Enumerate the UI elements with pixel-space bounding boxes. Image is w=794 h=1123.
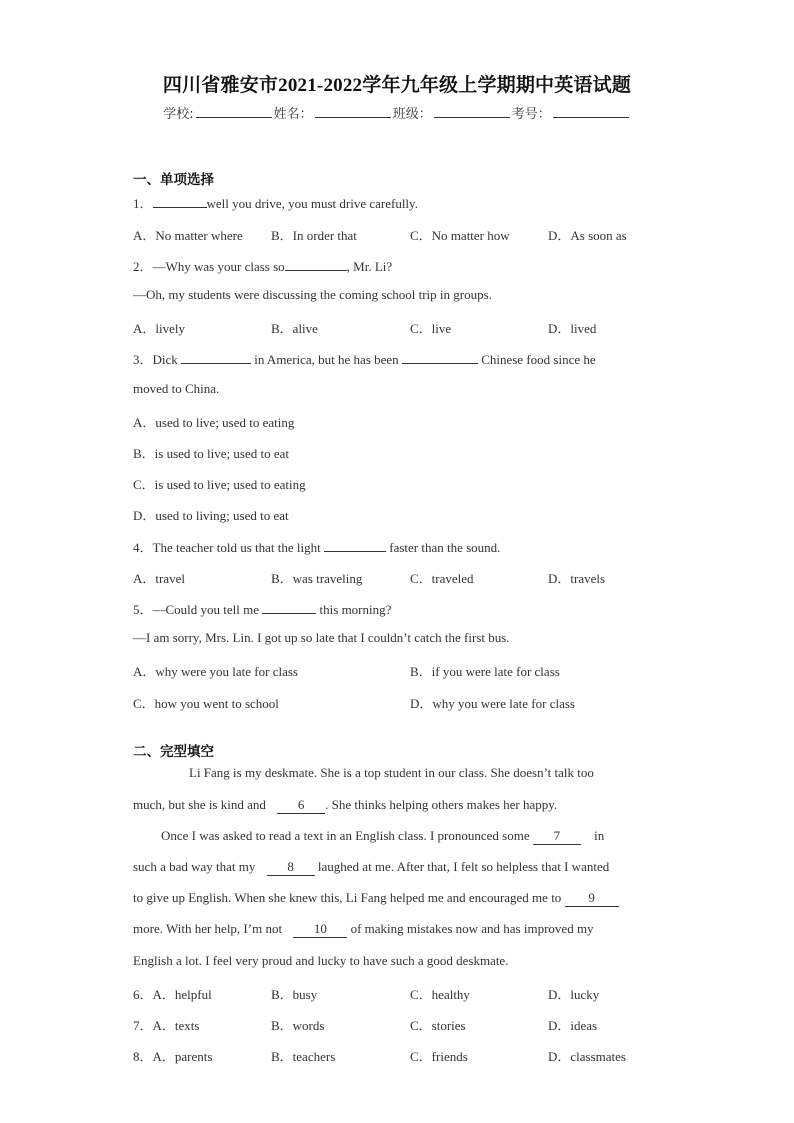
q8-option-c[interactable]: C．friends [410, 1049, 468, 1064]
q8-option-b[interactable]: B．teachers [271, 1049, 336, 1064]
option-a[interactable]: A．travel [133, 571, 185, 586]
passage-line-5 [133, 890, 619, 907]
question-3-stem [133, 349, 596, 368]
question-2-reply: —Oh, my students were discussing the coming school trip in groups. [133, 287, 492, 302]
passage-text: of making mistakes now and has improved my [350, 921, 594, 936]
option-c[interactable]: C．live [410, 321, 452, 336]
school-label: 学校: [163, 107, 194, 122]
passage-text: to give up English. When she knew this, Li Fang helped me and encouraged me to [133, 890, 562, 905]
exam-no-label: 考号： [511, 107, 551, 122]
class-blank[interactable] [434, 105, 510, 118]
passage-line-3 [161, 828, 604, 845]
stem-text: in America, but he has been [254, 352, 399, 367]
option-b[interactable]: B．alive [271, 321, 318, 336]
option-d[interactable]: D．As soon as [548, 228, 627, 243]
q7-option-c[interactable]: C．stories [410, 1018, 466, 1033]
question-2-stem [133, 256, 392, 275]
answer-blank [262, 601, 316, 614]
option-a[interactable]: A．No matter where [133, 228, 243, 243]
question-number: 1． [133, 196, 153, 211]
q7-option-b[interactable]: B．words [271, 1018, 325, 1033]
stem-text: , Mr. Li? [346, 259, 393, 274]
option-a[interactable]: A．lively [133, 321, 185, 336]
option-d[interactable]: D．travels [548, 571, 606, 586]
option-c[interactable]: C．traveled [410, 571, 474, 586]
question-5-stem [133, 599, 391, 618]
question-5-reply: —I am sorry, Mrs. Lin. I got up so late that I couldn’t catch the first bus. [133, 630, 510, 645]
passage-line-7: English a lot. I feel very proud and lucky to have such a good deskmate. [133, 953, 509, 968]
stem-text: faster than the sound. [389, 540, 501, 555]
q6-option-a[interactable]: 6．A．helpful [133, 987, 212, 1002]
q6-option-c[interactable]: C．healthy [410, 987, 470, 1002]
passage-line-1: Li Fang is my deskmate. She is a top student in our class. She doesn’t talk too [189, 765, 594, 780]
option-a[interactable]: A．why were you late for class [133, 664, 298, 679]
passage-text: . She thinks helping others makes her happy. [325, 797, 558, 812]
exam-no-blank[interactable] [553, 105, 629, 118]
answer-blank [153, 195, 207, 208]
name-label: 姓名： [273, 107, 313, 122]
question-4-stem [133, 537, 500, 556]
blank-7: 7 [533, 828, 581, 845]
answer-blank [402, 351, 478, 364]
stem-text: 5．—Could you tell me [133, 602, 260, 617]
stem-text: well you drive, you must drive carefully. [206, 196, 418, 211]
blank-6: 6 [277, 797, 325, 814]
passage-line-6 [133, 921, 594, 938]
passage-text: Once I was asked to read a text in an English class. I pronounced some [161, 828, 530, 843]
class-label: 班级： [392, 107, 432, 122]
passage-line-4 [133, 859, 609, 876]
option-d[interactable]: D．used to living; used to eat [133, 508, 289, 523]
option-d[interactable]: D．lived [548, 321, 597, 336]
option-d[interactable]: D．why you were late for class [410, 696, 575, 711]
option-c[interactable]: C．how you went to school [133, 696, 279, 711]
option-a[interactable]: A．used to live; used to eating [133, 415, 295, 430]
blank-10: 10 [293, 921, 347, 938]
passage-text: laughed at me. After that, I felt so helpless that I wanted [317, 859, 610, 874]
school-blank[interactable] [196, 105, 272, 118]
q6-option-d[interactable]: D．lucky [548, 987, 600, 1002]
section-heading-single-choice: 一、单项选择 [133, 172, 214, 188]
answer-blank [285, 258, 347, 271]
passage-text: such a bad way that my [133, 859, 256, 874]
blank-9: 9 [565, 890, 619, 907]
option-c[interactable]: C．No matter how [410, 228, 510, 243]
student-info-line [0, 103, 794, 122]
section-heading-cloze: 二、完型填空 [133, 744, 214, 760]
q8-option-a[interactable]: 8．A．parents [133, 1049, 213, 1064]
q6-option-b[interactable]: B．busy [271, 987, 318, 1002]
page-title: 四川省雅安市2021-2022学年九年级上学期期中英语试题 [162, 75, 632, 96]
option-c[interactable]: C．is used to live; used to eating [133, 477, 306, 492]
name-blank[interactable] [315, 105, 391, 118]
answer-blank [181, 351, 251, 364]
passage-line-2 [133, 797, 557, 814]
stem-text: 3．Dick [133, 352, 178, 367]
passage-text: in [594, 828, 605, 843]
option-b[interactable]: B．was traveling [271, 571, 363, 586]
stem-text: 2．—Why was your class so [133, 259, 285, 274]
blank-8: 8 [267, 859, 315, 876]
option-b[interactable]: B．if you were late for class [410, 664, 560, 679]
q7-option-d[interactable]: D．ideas [548, 1018, 598, 1033]
question-1-stem [133, 193, 418, 212]
stem-text: 4．The teacher told us that the light [133, 540, 321, 555]
stem-text: this morning? [319, 602, 392, 617]
passage-text: much, but she is kind and [133, 797, 266, 812]
option-b[interactable]: B．In order that [271, 228, 357, 243]
option-b[interactable]: B．is used to live; used to eat [133, 446, 289, 461]
q7-option-a[interactable]: 7．A．texts [133, 1018, 200, 1033]
passage-text: more. With her help, I’m not [133, 921, 283, 936]
q8-option-d[interactable]: D．classmates [548, 1049, 626, 1064]
question-3-continued: moved to China. [133, 381, 220, 396]
stem-text: Chinese food since he [481, 352, 596, 367]
answer-blank [324, 539, 386, 552]
